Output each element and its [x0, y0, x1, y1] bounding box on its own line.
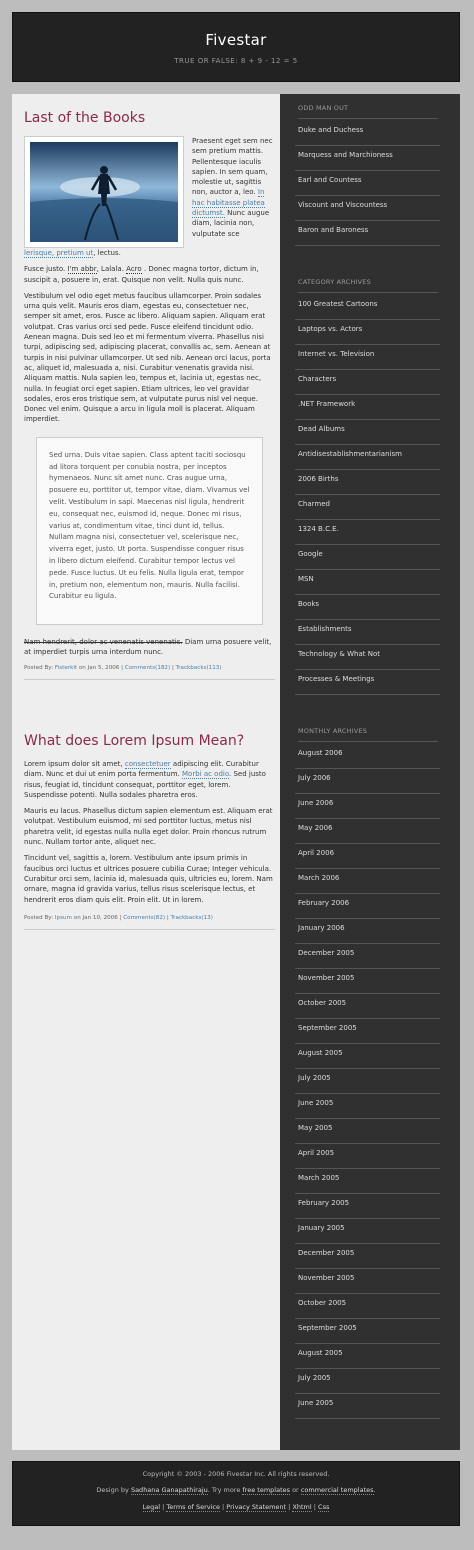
site-title[interactable]: Fivestar: [205, 31, 267, 49]
archive-item-february-2006[interactable]: February 2006: [295, 894, 440, 919]
archive-item-april-2005[interactable]: April 2005: [295, 1144, 440, 1169]
archive-item-may-2006[interactable]: May 2006: [295, 819, 440, 844]
post-what-does-lorem-ipsum-mean: [24, 733, 275, 930]
trackbacks-link[interactable]: Trackbacks(13): [170, 914, 213, 921]
archive-item-june-2006[interactable]: June 2006: [295, 794, 440, 819]
sidebar-item-marquess-and-marchioness[interactable]: Marquess and Marchioness: [295, 146, 440, 171]
intro-link-habitasse[interactable]: In hac habitasse platea dictumst.: [192, 188, 265, 218]
archive-item-january-2006[interactable]: January 2006: [295, 919, 440, 944]
credits-text: or: [290, 1486, 301, 1494]
category-item-google[interactable]: Google: [295, 545, 440, 570]
site-tagline: TRUE OR FALSE: 8 + 9 - 12 = 5: [174, 57, 298, 65]
post-date: on Jan 5, 2006 |: [77, 665, 125, 672]
main-content: [12, 94, 280, 1450]
credits-text: .: [373, 1486, 376, 1494]
post-paragraph: [24, 759, 275, 800]
archive-item-january-2005[interactable]: January 2005: [295, 1219, 440, 1244]
intro-text-3: , lectus.: [93, 249, 121, 257]
posted-by-label: Posted By:: [24, 914, 55, 921]
paragraph-text: Lorem ipsum dolor sit amet,: [24, 760, 125, 768]
category-item-laptops-vs-actors[interactable]: Laptops vs. Actors: [295, 320, 440, 345]
footer-link-separator: |: [286, 1503, 293, 1511]
post-meta: [24, 915, 275, 930]
sidebar-item-baron-and-baroness[interactable]: Baron and Baroness: [295, 221, 440, 246]
post-title[interactable]: What does Lorem Ipsum Mean?: [24, 733, 245, 749]
sidebar-heading-monthly-archives: MONTHLY ARCHIVES: [298, 727, 438, 742]
free-templates-link[interactable]: free templates: [242, 1486, 291, 1494]
archive-item-july-2005[interactable]: July 2005: [295, 1069, 440, 1094]
sidebar: [280, 94, 460, 1450]
man-at-sea-image: [30, 142, 178, 242]
paragraph-text: Fusce justo.: [24, 265, 68, 274]
post-date: on Jan 10, 2006 |: [72, 914, 124, 921]
trackbacks-link[interactable]: Trackbacks(113): [175, 665, 222, 672]
link-morbi[interactable]: Morbi ac odio: [182, 770, 230, 779]
link-consectetuer[interactable]: consectetuer: [124, 760, 171, 768]
comments-link[interactable]: Comments(182): [124, 665, 171, 672]
footer-link-css[interactable]: Css: [318, 1503, 330, 1511]
archive-item-june-2005[interactable]: June 2005: [295, 1394, 440, 1419]
footer-link-legal[interactable]: Legal: [142, 1503, 161, 1511]
credits-text: . Try more: [207, 1486, 243, 1494]
archive-item-august-2006[interactable]: August 2006: [295, 744, 440, 769]
footer-link-separator: |: [160, 1503, 167, 1511]
category-item-msn[interactable]: MSN: [295, 570, 440, 595]
author-link[interactable]: Ipsum: [54, 914, 72, 921]
category-item-books[interactable]: Books: [295, 595, 440, 620]
sidebar-item-viscount-and-viscountess[interactable]: Viscount and Viscountess: [295, 196, 440, 221]
archive-item-july-2006[interactable]: July 2006: [295, 769, 440, 794]
category-item-processes-meetings[interactable]: Processes & Meetings: [295, 670, 440, 695]
footer-link-separator: |: [219, 1503, 227, 1511]
site-header: [12, 12, 460, 82]
category-item-2006-births[interactable]: 2006 Births: [295, 470, 440, 495]
category-item-net-framework[interactable]: .NET Framework: [295, 395, 440, 420]
post-title[interactable]: Last of the Books: [24, 110, 146, 126]
footer-link-xhtml[interactable]: Xhtml: [292, 1503, 312, 1511]
post-intro: [24, 136, 275, 244]
footer-link-terms-of-service[interactable]: Terms of Service: [166, 1503, 220, 1511]
category-archives-list: [295, 295, 440, 695]
quote-text: Sed urna. Duis vitae sapien. Class aptent taciti sociosqu ad litora torquent per conubia nostra, per inceptos hymenaeos. Nunc sit amet nunc. Cras augue urna, posuere eu, porttitor ut, tempor vitae, diam. Vivamus vel velit. Vestibulum in sapi. Maecenas nisl ligula, hendrerit eu, consequat nec, euismod id, neque. Donec mi risus, varius at, condimentum vitae, tinci dunt id, tellus. Nullam magna nisi, consectetuer vel, scelerisque nec, viverra eget, justo. Ut porta. Suspendisse conguer risus in libero dictum eleifend. Curabitur tempor lectus vel pede. Fusce luctus. Ut eu felis. Nulla ligula erat, tempor in, pretium non, elementum non, mauris. Nulla facilisi. Curabitur eu ligula.: [49, 450, 250, 601]
abbr-text: I'm abbr: [67, 265, 97, 274]
archive-item-june-2005[interactable]: June 2005: [295, 1094, 440, 1119]
intro-text-2: Nunc augue diam, lacinia non, vulputate sce: [192, 209, 270, 238]
sidebar-heading-category-archives: CATEGORY ARCHIVES: [298, 278, 438, 293]
archive-item-february-2005[interactable]: February 2005: [295, 1194, 440, 1219]
post-paragraph: Vestibulum vel odio eget metus faucibus ullamcorper. Proin sodales urna quis velit. Mauris eros diam, egestas eu, consectetuer nec, semper sit amet, eros. Fusce ac libero. Aliquam sapien. Aliquam erat volutpat. Cras varius orci sed pede. Fusce eleifend tincidunt odio. Aenean magna. Duis sed leo et mi fermentum viverra. Phasellus nisi turpi, adipiscing sed, adipiscing placerat, convallis ac, sem. Aenean at turpis in nisi pulvinar ullamcorper. Ut sed nib. Aenean orci lacus, porta ac, aliquet id, malesuada a, nisi. Curabitur venenatis gravida nisi. Aliquam mattis. Nula sapien leo, tempus et, lacinia ut, egestas nec, nulla. In feugiat orci eget sapien. Etiam ultrices, leo vel gravidar sodales, eros eros tristique sem, at vulputate purus nisl vel neque. Donec vel enim. Quisque a arcu in ligula moll is placerat. Aliquam imperdiet.: [24, 291, 271, 424]
paragraph-text: adipiscing elit. Curabitur diam. Nunc et dui ut enim porta fermentum.: [24, 760, 259, 779]
category-item-antidisestablishmentarianism[interactable]: Antidisestablishmentarianism: [295, 445, 440, 470]
archive-item-march-2005[interactable]: March 2005: [295, 1169, 440, 1194]
category-item-dead-albums[interactable]: Dead Albums: [295, 420, 440, 445]
strikethrough-text: Nam hendrerit, dolor ac venenatis venenatis.: [24, 637, 183, 646]
archive-item-april-2006[interactable]: April 2006: [295, 844, 440, 869]
archive-item-october-2005[interactable]: October 2005: [295, 994, 440, 1019]
category-item-charmed[interactable]: Charmed: [295, 495, 440, 520]
acronym-text: Acro: [126, 265, 142, 274]
monthly-archives-list: [295, 744, 440, 1419]
paragraph-text: Diam urna posuere velit, at imperdiet turpis urna interdum nunc.: [24, 637, 272, 657]
footer-links: [13, 1503, 459, 1511]
archive-item-july-2005[interactable]: July 2005: [295, 1369, 440, 1394]
category-item-1324-b-c-e[interactable]: 1324 B.C.E.: [295, 520, 440, 545]
archive-item-september-2005[interactable]: September 2005: [295, 1319, 440, 1344]
sidebar-item-earl-and-countess[interactable]: Earl and Countess: [295, 171, 440, 196]
category-item-100-greatest-cartoons[interactable]: 100 Greatest Cartoons: [295, 295, 440, 320]
designer-link[interactable]: Sadhana Ganapathiraju: [130, 1486, 208, 1494]
meta-separator: |: [165, 914, 171, 921]
post-paragraph: Mauris eu lacus. Phasellus dictum sapien elementum est. Aliquam erat volutpat. Vestibulum euismod, mi sed porttitor luctus, metus nisl pharetra velit, id egestas nulla nulla eget dolor. Proin rhoncus rutrum nunc. Nullam tortor ante, aliquet nec.: [24, 807, 273, 847]
commercial-templates-link[interactable]: commercial templates: [300, 1486, 374, 1494]
archive-item-october-2005[interactable]: October 2005: [295, 1294, 440, 1319]
footer-link-privacy-statement[interactable]: Privacy Statement: [226, 1503, 287, 1511]
paragraph-text: . Donec magna tortor, dictum in, suscipit a, posuere in, erat. Quisque non velit. Nulla quis nunc.: [24, 265, 259, 284]
archive-item-november-2005[interactable]: November 2005: [295, 1269, 440, 1294]
footer-copyright: Copyright © 2003 - 2006 Fivestar Inc. All rights reserved.: [142, 1470, 330, 1478]
posted-by-label: Posted By:: [24, 665, 55, 672]
category-item-internet-vs-television[interactable]: Internet vs. Television: [295, 345, 440, 370]
archive-item-december-2005[interactable]: December 2005: [295, 944, 440, 969]
post-image: [24, 136, 184, 248]
archive-item-november-2005[interactable]: November 2005: [295, 969, 440, 994]
sidebar-heading-odd-man-out: ODD MAN OUT: [298, 104, 438, 119]
author-link[interactable]: Fisterkit: [54, 665, 78, 672]
intro-link-pretium[interactable]: lerisque, pretium ut: [24, 249, 94, 257]
archive-item-may-2005[interactable]: May 2005: [295, 1119, 440, 1144]
archive-item-december-2005[interactable]: December 2005: [295, 1244, 440, 1269]
category-item-technology-what-not[interactable]: Technology & What Not: [295, 645, 440, 670]
post-paragraph: Tincidunt vel, sagittis a, lorem. Vestibulum ante ipsum primis in faucibus orci luctus et ultrices posuere cubilia Curae; Integer vehicula. Curabitur orci sem, lacinia id, malesuada quis, ultricies eu, lorem. Nam ornare, magna id gravida varius, tellus risus scelerisque lectus, et hendrerit eros diam quis elit. Proin elit. Ut in lorem.: [24, 854, 273, 904]
intro-text: Praesent eget sem nec sem pretium mattis. Pellentesque iaculis sapien. In sem quam, molestie ut, sagittis non, auctor a, leo.: [192, 137, 273, 197]
sidebar-item-duke-and-duchess[interactable]: Duke and Duchess: [295, 121, 440, 146]
blockquote: [36, 437, 263, 625]
category-item-establishments[interactable]: Establishments: [295, 620, 440, 645]
post-paragraph: [24, 264, 275, 285]
footer-credits: [13, 1486, 459, 1494]
post-paragraph: [24, 637, 275, 658]
footer-link-separator: |: [311, 1503, 319, 1511]
meta-separator: |: [170, 665, 176, 672]
odd-man-out-list: [295, 121, 440, 246]
paragraph-text: . Sed justo risus, feugiat id, tincidunt consequat, porttitor eget, lorem. Suspendisse potenti. Nulla sodales pharetra eros.: [24, 770, 266, 799]
comments-link[interactable]: Comments(82): [123, 914, 166, 921]
post-meta: [24, 665, 275, 680]
archive-item-september-2005[interactable]: September 2005: [295, 1019, 440, 1044]
credits-text: Design by: [96, 1486, 131, 1494]
category-item-characters[interactable]: Characters: [295, 370, 440, 395]
page-wrapper: [12, 94, 460, 1450]
site-footer: [12, 1461, 460, 1526]
archive-item-march-2006[interactable]: March 2006: [295, 869, 440, 894]
archive-item-august-2005[interactable]: August 2005: [295, 1344, 440, 1369]
post-last-of-the-books: [24, 110, 275, 680]
paragraph-text: , Lalala.: [96, 265, 127, 274]
archive-item-august-2005[interactable]: August 2005: [295, 1044, 440, 1069]
